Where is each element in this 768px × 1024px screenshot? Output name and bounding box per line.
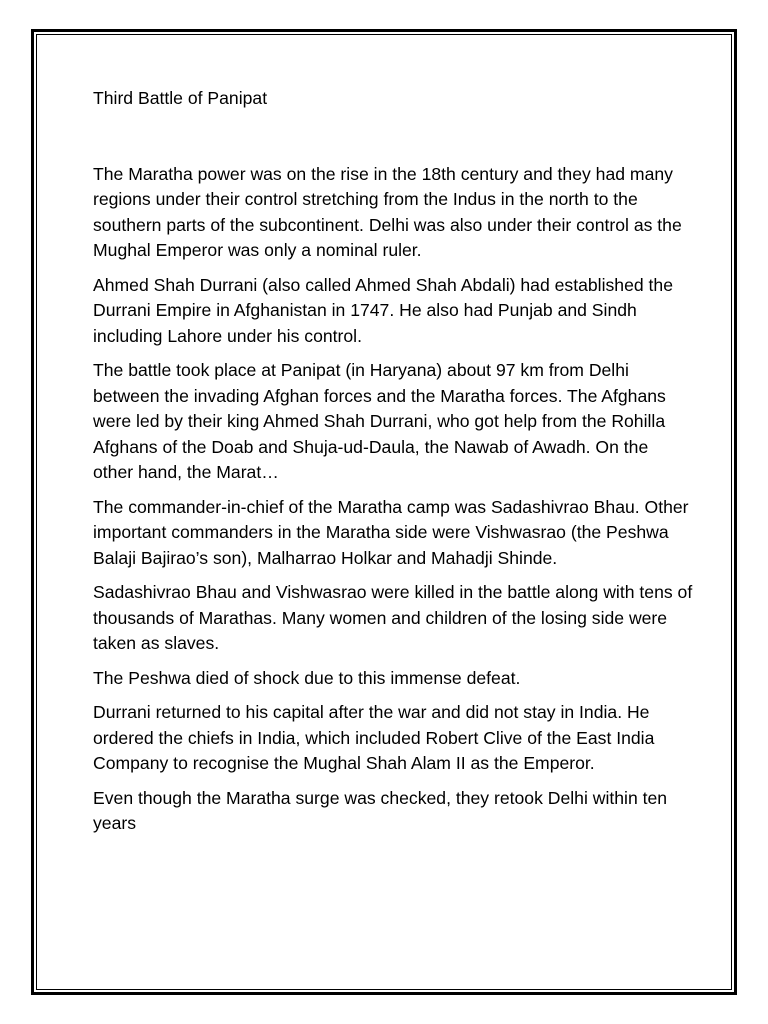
paragraph: Sadashivrao Bhau and Vishwasrao were killed in the battle along with tens of thousands of Marathas. Many women and children of the losing side were taken as slaves. (93, 582, 693, 653)
paragraph: Durrani returned to his capital after the war and did not stay in India. He ordered the chiefs in India, which included Robert Clive of the East India Company to recognise the Mughal Shah Alam II as the Emperor. (93, 702, 655, 773)
paragraph: The battle took place at Panipat (in Haryana) about 97 km from Delhi between the invading Afghan forces and the Maratha forces. The Afghans were led by their king Ahmed Shah Durrani, who got help from the Rohilla Afghans of the Doab and Shuja-ud-Daula, the Nawab of Awadh. On the other hand, the Marat… (93, 360, 666, 482)
paragraph: The commander-in-chief of the Maratha camp was Sadashivrao Bhau. Other important commanders in the Maratha side were Vishwasrao (the Peshwa Balaji Bajirao’s son), Malharrao Holkar and Mahadji Shinde. (93, 496, 689, 568)
paragraph: The Peshwa died of shock due to this immense defeat. (93, 667, 521, 688)
document-title: Third Battle of Panipat (93, 88, 268, 108)
paragraph: Even though the Maratha surge was checked, they retook Delhi within ten years (93, 787, 668, 833)
paragraph: Ahmed Shah Durrani (also called Ahmed Shah Abdali) had established the Durrani Empire in Afghanistan in 1747. He also had Punjab and Sindh including Lahore under his control. (93, 274, 673, 346)
document-body (93, 86, 693, 846)
paragraph: The Maratha power was on the rise in the 18th century and they had many regions under their control stretching from the Indus in the north to the southern parts of the subcontinent. Delhi was also under their control as the Mughal Emperor was only a nominal ruler. (93, 163, 682, 260)
